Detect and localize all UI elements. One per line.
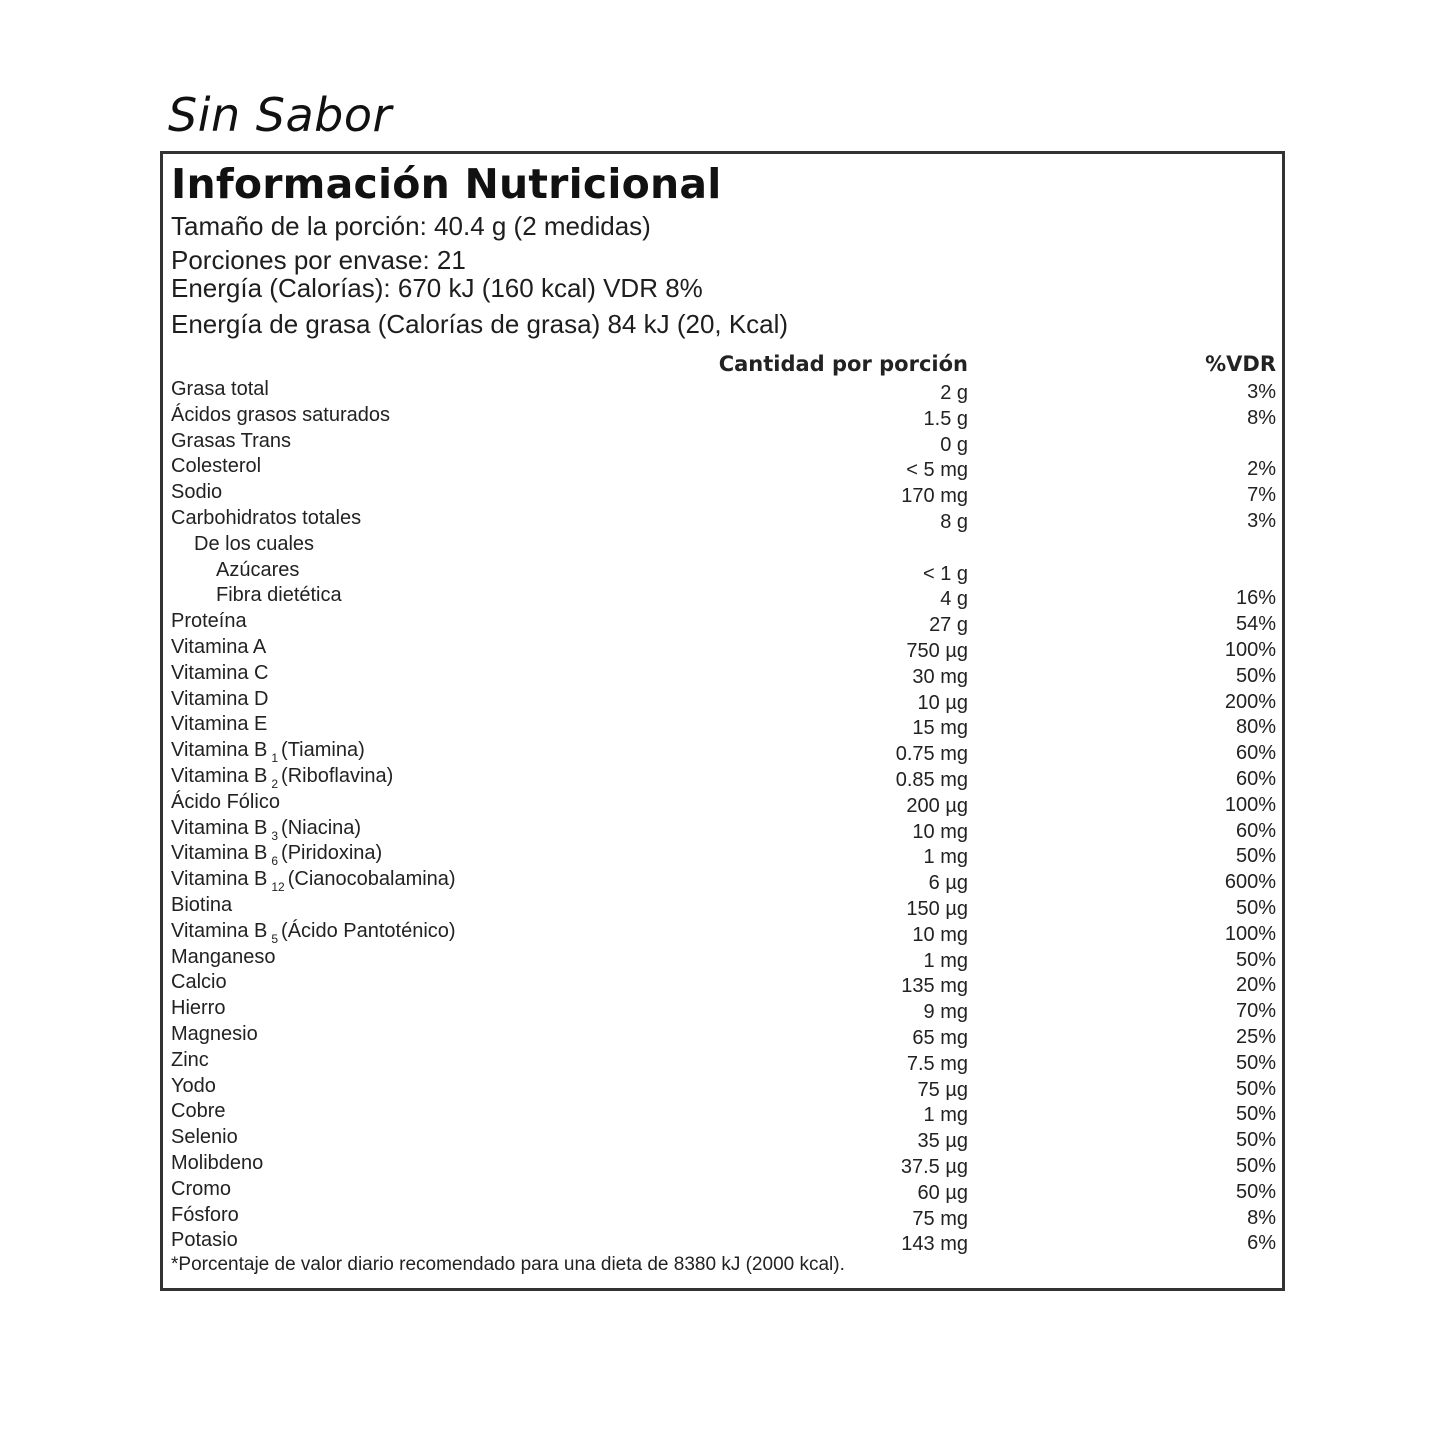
nutrient-row: [163, 1126, 1282, 1152]
nutrient-name: [171, 636, 266, 659]
nutrient-name: [171, 455, 261, 478]
nutrient-row: [163, 662, 1282, 688]
nutrient-name: [171, 765, 393, 791]
nutrient-vdr: 54%: [1235, 613, 1276, 636]
nutrient-amount: < 5 mg: [906, 459, 968, 482]
nutrient-vdr: 200%: [1224, 690, 1276, 713]
nutrition-facts-panel: [160, 151, 1285, 1291]
nutrient-row: [163, 920, 1282, 946]
nutrient-amount: 2 g: [940, 382, 968, 404]
nutrient-row: [163, 584, 1282, 610]
nutrient-row: [163, 739, 1282, 765]
nutrient-name: [171, 739, 365, 765]
nutrient-row: [163, 1204, 1282, 1230]
nutrient-label: Grasas Trans: [171, 429, 292, 452]
nutrient-name: [171, 662, 268, 685]
nutrient-row: [163, 713, 1282, 739]
serving-size: Tamaño de la porción: 40.4 g (2 medidas): [171, 211, 651, 241]
nutrient-qualifier: (Tiamina): [281, 739, 365, 762]
nutrient-name: [216, 559, 299, 582]
vitamin-subscript: 5: [271, 931, 279, 946]
nutrient-vdr: 80%: [1235, 716, 1276, 739]
vitamin-subscript: 6: [271, 854, 279, 869]
nutrient-row: [163, 1075, 1282, 1101]
nutrient-amount: 150 µg: [906, 897, 968, 920]
nutrient-table: [163, 378, 1282, 1255]
nutrient-label: Vitamina B: [171, 842, 268, 865]
nutrient-row: [163, 1229, 1282, 1255]
nutrient-label: Vitamina B: [171, 739, 268, 762]
nutrient-vdr: 60%: [1235, 767, 1276, 790]
nutrient-name: [171, 378, 269, 401]
nutrient-row: [163, 481, 1282, 507]
nutrient-amount: 170 mg: [901, 485, 968, 508]
nutrient-label: Vitamina D: [171, 687, 269, 710]
nutrient-vdr: 3%: [1247, 381, 1276, 403]
nutrient-row: [163, 817, 1282, 843]
nutrient-label: Cromo: [171, 1177, 232, 1200]
nutrient-amount: 10 mg: [912, 820, 968, 843]
nutrient-row: [163, 946, 1282, 972]
nutrient-amount: 75 µg: [917, 1078, 968, 1101]
nutrient-amount: 4 g: [940, 588, 968, 611]
nutrient-amount: 135 mg: [901, 975, 968, 998]
nutrient-vdr: 50%: [1235, 1129, 1276, 1152]
nutrient-amount: 0.85 mg: [895, 768, 968, 791]
nutrient-row: [163, 1178, 1282, 1204]
nutrient-vdr: 8%: [1247, 406, 1276, 429]
nutrient-name: [171, 507, 361, 530]
nutrient-amount: 8 g: [940, 510, 968, 533]
nutrient-name: [171, 1100, 225, 1123]
nutrient-label: Vitamina C: [171, 661, 269, 684]
nutrient-label: Vitamina A: [171, 635, 267, 658]
nutrient-label: Carbohidratos totales: [171, 506, 362, 529]
nutrient-name: [171, 1204, 239, 1227]
nutrient-amount: 0.75 mg: [895, 743, 968, 766]
nutrient-name: [171, 1229, 238, 1252]
nutrient-name: [171, 430, 291, 453]
nutrient-amount: 75 mg: [912, 1207, 968, 1230]
nutrient-name: [171, 610, 247, 633]
nutrient-name: [171, 1152, 263, 1175]
nutrient-name: [171, 1126, 238, 1149]
nutrient-qualifier: (Riboflavina): [281, 764, 394, 787]
vitamin-subscript: 12: [271, 880, 285, 895]
fat-energy-line: Energía de grasa (Calorías de grasa) 84 kJ (20, Kcal): [171, 309, 789, 339]
nutrient-label: Vitamina E: [171, 713, 268, 736]
nutrient-row: [163, 791, 1282, 817]
nutrient-name: [171, 842, 382, 868]
nutrient-vdr: 50%: [1235, 948, 1276, 971]
nutrient-vdr: 50%: [1235, 1154, 1276, 1177]
nutrient-label: Potasio: [171, 1229, 238, 1252]
nutrient-label: Cobre: [171, 1100, 226, 1123]
nutrient-row: [163, 688, 1282, 714]
nutrient-amount: 7.5 mg: [906, 1052, 968, 1075]
nutrient-name: [171, 1075, 216, 1098]
nutrient-row: [163, 404, 1282, 430]
nutrient-vdr: 25%: [1235, 1025, 1276, 1048]
nutrient-vdr: 8%: [1247, 1206, 1276, 1229]
flavor-title: Sin Sabor: [168, 88, 392, 142]
nutrient-label: Ácido Fólico: [171, 790, 280, 813]
nutrient-amount: 143 mg: [901, 1233, 968, 1256]
nutrient-row: [163, 1100, 1282, 1126]
nutrient-qualifier: (Ácido Pantoténico): [281, 919, 456, 942]
nutrient-vdr: 50%: [1235, 1077, 1276, 1100]
nutrient-amount: 27 g: [929, 614, 968, 637]
nutrient-label: Proteína: [171, 610, 247, 633]
nutrient-label: Grasa total: [171, 378, 269, 400]
nutrient-row: [163, 1049, 1282, 1075]
nutrient-label: Colesterol: [171, 455, 262, 478]
panel-title: Información Nutricional: [171, 160, 722, 208]
nutrient-amount: 30 mg: [912, 665, 968, 688]
nutrient-label: Fibra dietética: [216, 584, 342, 607]
column-header-vdr: %VDR: [1205, 352, 1276, 376]
nutrient-label: Selenio: [171, 1126, 238, 1149]
nutrient-vdr: 60%: [1235, 819, 1276, 842]
nutrient-row: [163, 378, 1282, 404]
nutrient-vdr: 50%: [1235, 896, 1276, 919]
servings-per-container: Porciones por envase: 21: [171, 245, 466, 275]
nutrient-qualifier: (Cianocobalamina): [287, 868, 456, 891]
nutrient-amount: 1 mg: [923, 846, 968, 869]
vitamin-subscript: 3: [271, 828, 279, 843]
nutrient-row: [163, 971, 1282, 997]
nutrient-label: Zinc: [171, 1048, 209, 1071]
nutrient-label: Biotina: [171, 893, 233, 916]
nutrient-name: [171, 946, 276, 969]
nutrient-vdr: 50%: [1235, 1180, 1276, 1203]
nutrient-amount: 1 mg: [923, 1104, 968, 1127]
nutrient-amount: 37.5 µg: [900, 1155, 968, 1178]
nutrient-name: [171, 817, 361, 843]
nutrient-amount: 9 mg: [923, 1001, 968, 1024]
nutrient-name: [171, 791, 280, 814]
nutrient-vdr: 100%: [1224, 793, 1276, 816]
nutrient-amount: 10 µg: [917, 691, 968, 714]
nutrient-amount: 200 µg: [906, 794, 968, 817]
nutrient-label: Magnesio: [171, 1022, 258, 1045]
nutrient-label: Vitamina B: [171, 868, 268, 891]
nutrient-amount: 750 µg: [906, 639, 968, 662]
nutrient-vdr: 7%: [1247, 484, 1276, 507]
nutrient-vdr: 100%: [1224, 638, 1276, 661]
nutrient-vdr: 600%: [1224, 871, 1276, 894]
nutrient-qualifier: (Niacina): [281, 816, 362, 839]
nutrient-row: [163, 842, 1282, 868]
nutrient-amount: 65 mg: [912, 1026, 968, 1049]
nutrient-vdr: 20%: [1235, 974, 1276, 997]
nutrient-vdr: 100%: [1224, 922, 1276, 945]
nutrient-name: [171, 1023, 258, 1046]
nutrient-amount: 10 mg: [912, 923, 968, 946]
nutrient-vdr: 16%: [1235, 587, 1276, 610]
column-header-amount: Cantidad por porción: [718, 352, 968, 376]
nutrient-label: Vitamina B: [171, 816, 268, 839]
nutrient-name: [171, 971, 227, 994]
nutrient-vdr: 50%: [1235, 1103, 1276, 1126]
nutrient-label: Fósforo: [171, 1203, 239, 1226]
nutrient-name: [171, 481, 222, 504]
footnote: *Porcentaje de valor diario recomendado para una dieta de 8380 kJ (2000 kcal).: [171, 1254, 845, 1275]
nutrient-vdr: 70%: [1235, 1000, 1276, 1023]
nutrient-vdr: 50%: [1235, 845, 1276, 868]
nutrient-label: Vitamina B: [171, 919, 268, 942]
nutrient-amount: 1.5 g: [923, 407, 968, 430]
nutrient-vdr: 60%: [1235, 742, 1276, 765]
vitamin-subscript: 1: [271, 751, 279, 766]
nutrient-label: Calcio: [171, 971, 227, 994]
nutrient-label: Manganeso: [171, 945, 276, 968]
nutrient-vdr: 50%: [1235, 664, 1276, 687]
nutrient-row: [163, 455, 1282, 481]
nutrient-row: [163, 765, 1282, 791]
nutrient-row: [163, 1023, 1282, 1049]
nutrient-name: [171, 1178, 231, 1201]
nutrient-name: [171, 920, 456, 946]
nutrient-amount: 0 g: [940, 433, 968, 456]
nutrient-name: [216, 584, 342, 607]
nutrient-amount: 15 mg: [912, 717, 968, 740]
nutrient-qualifier: (Piridoxina): [281, 842, 383, 865]
nutrient-name: [171, 997, 225, 1020]
nutrient-label: Sodio: [171, 481, 223, 504]
nutrient-amount: 6 µg: [928, 872, 968, 895]
nutrient-label: Hierro: [171, 997, 226, 1020]
nutrient-row: [163, 610, 1282, 636]
nutrient-row: [163, 507, 1282, 533]
nutrient-name: [171, 894, 232, 917]
nutrient-row: [163, 430, 1282, 456]
nutrient-row: [163, 894, 1282, 920]
nutrient-row: [163, 559, 1282, 585]
nutrient-row: [163, 636, 1282, 662]
nutrient-amount: 1 mg: [923, 949, 968, 972]
nutrient-name: [194, 533, 314, 556]
nutrient-label: Azúcares: [216, 558, 300, 581]
nutrient-label: Yodo: [171, 1074, 216, 1097]
nutrient-name: [171, 404, 390, 427]
nutrient-label: De los cuales: [194, 532, 315, 555]
vitamin-subscript: 2: [271, 776, 279, 791]
nutrient-row: [163, 533, 1282, 559]
nutrient-amount: 35 µg: [917, 1130, 968, 1153]
nutrient-label: Molibdeno: [171, 1151, 264, 1174]
nutrient-vdr: 50%: [1235, 1051, 1276, 1074]
nutrient-name: [171, 688, 268, 711]
nutrient-label: Ácidos grasos saturados: [171, 403, 391, 426]
nutrient-row: [163, 997, 1282, 1023]
nutrient-name: [171, 1049, 209, 1072]
nutrient-label: Vitamina B: [171, 764, 268, 787]
nutrient-name: [171, 713, 267, 736]
nutrient-vdr: 6%: [1247, 1232, 1276, 1255]
energy-line: Energía (Calorías): 670 kJ (160 kcal) VDR 8%: [171, 273, 703, 303]
nutrient-amount: 60 µg: [917, 1181, 968, 1204]
nutrient-row: [163, 1152, 1282, 1178]
nutrient-vdr: 3%: [1247, 509, 1276, 532]
nutrient-name: [171, 868, 456, 894]
nutrient-vdr: 2%: [1247, 458, 1276, 481]
nutrient-row: [163, 868, 1282, 894]
nutrient-amount: < 1 g: [922, 562, 968, 585]
